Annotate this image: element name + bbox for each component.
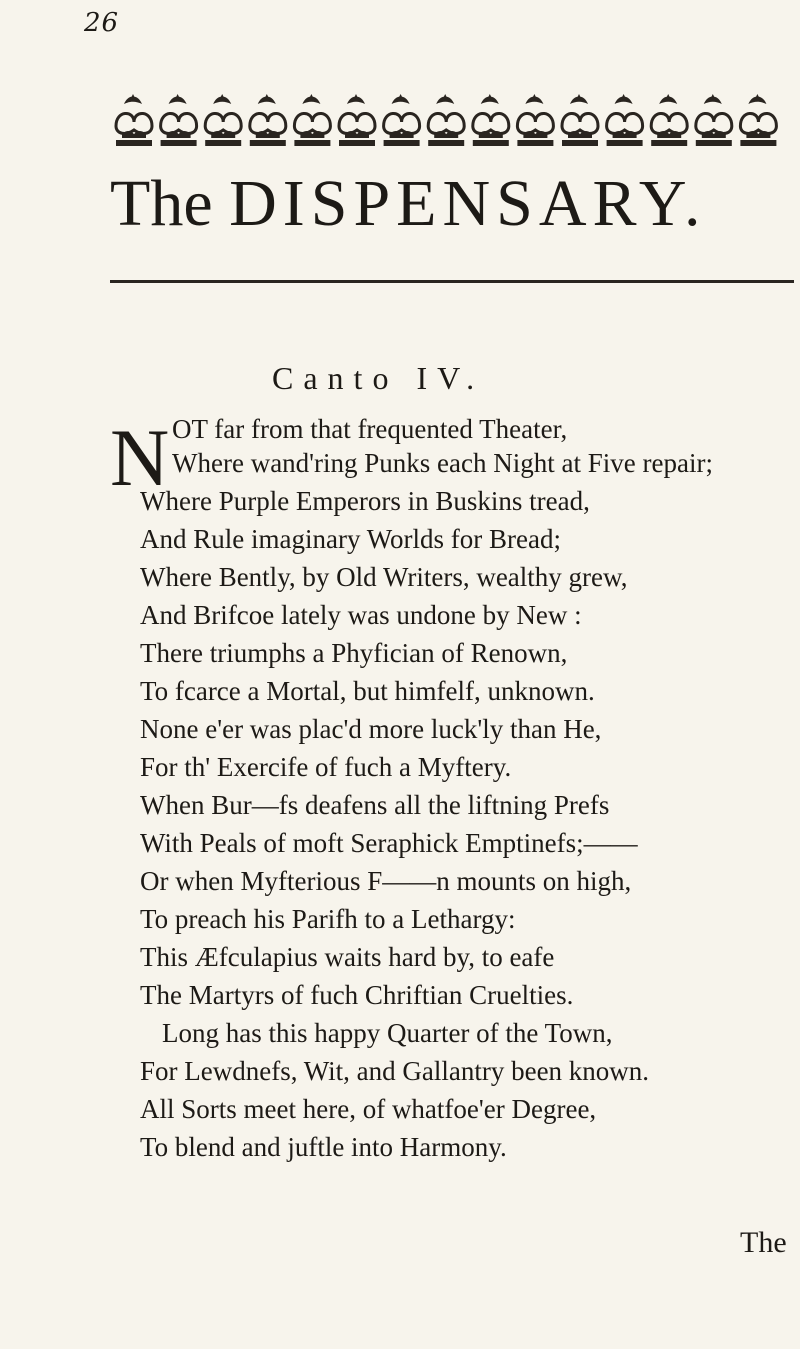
poem-line: With Peals of moft Seraphick Emptinefs;—— [140,828,638,858]
poem-line: To blend and juftle into Harmony. [140,1132,507,1162]
poem-line: To preach his Parifh to a Lethargy: [140,904,516,934]
catchword: The [740,1226,787,1259]
poem-line: Where wand'ring Punks each Night at Five repair; [172,448,713,478]
poem-line: For th' Exercife of fuch a Myftery. [140,752,512,782]
poem-line: OT far from that frequented Theater, [172,414,568,444]
fleuron-ornament [562,94,598,146]
fleuron-ornament [473,94,509,146]
drop-cap: N [110,412,170,503]
poem-body [0,412,800,1212]
canto-heading: Canto IV. [272,360,485,396]
poem-line: When Bur—fs deafens all the liftning Prefs [140,790,610,820]
poem-line: And Rule imaginary Worlds for Bread; [140,524,561,554]
page-number: 26 [84,8,120,38]
fleuron-ornament [116,94,152,146]
fleuron-ornament [740,94,776,146]
page-title [110,168,790,240]
fleuron-ornament [607,94,643,146]
poem-line: Where Bently, by Old Writers, wealthy grew, [140,562,628,592]
page-title-prefix: The [110,167,230,240]
poem-line: Where Purple Emperors in Buskins tread, [140,486,590,516]
fleuron-ornament [250,94,286,146]
page-title-main: DISPENSARY. [229,167,707,240]
poem-line: Or when Myfterious F——n mounts on high, [140,866,632,896]
poem-line: The Martyrs of fuch Chriftian Cruelties. [140,980,574,1010]
poem-line: There triumphs a Phyfician of Renown, [140,638,568,668]
fleuron-ornament [384,94,420,146]
poem-line: To fcarce a Mortal, but himfelf, unknown. [140,676,595,706]
fleuron-ornament [339,94,375,146]
poem-line: Long has this happy Quarter of the Town, [162,1018,613,1048]
poem-line: All Sorts meet here, of whatfoe'er Degree, [140,1094,597,1124]
poem-line: None e'er was plac'd more luck'ly than He, [140,714,602,744]
fleuron-ornament [696,94,732,146]
poem-line: This Æfculapius waits hard by, to eafe [140,942,555,972]
fleuron-ornament [294,94,330,146]
fleuron-ornament [161,94,197,146]
poem-line: And Brifcoe lately was undone by New : [140,600,582,630]
fleuron-ornament [517,94,553,146]
fleuron-ornament [651,94,687,146]
decorative-headpiece [112,92,782,152]
fleuron-ornament [205,94,241,146]
poem-line: For Lewdnefs, Wit, and Gallantry been known. [140,1056,650,1086]
header-rule [110,280,794,283]
fleuron-ornament [428,94,464,146]
